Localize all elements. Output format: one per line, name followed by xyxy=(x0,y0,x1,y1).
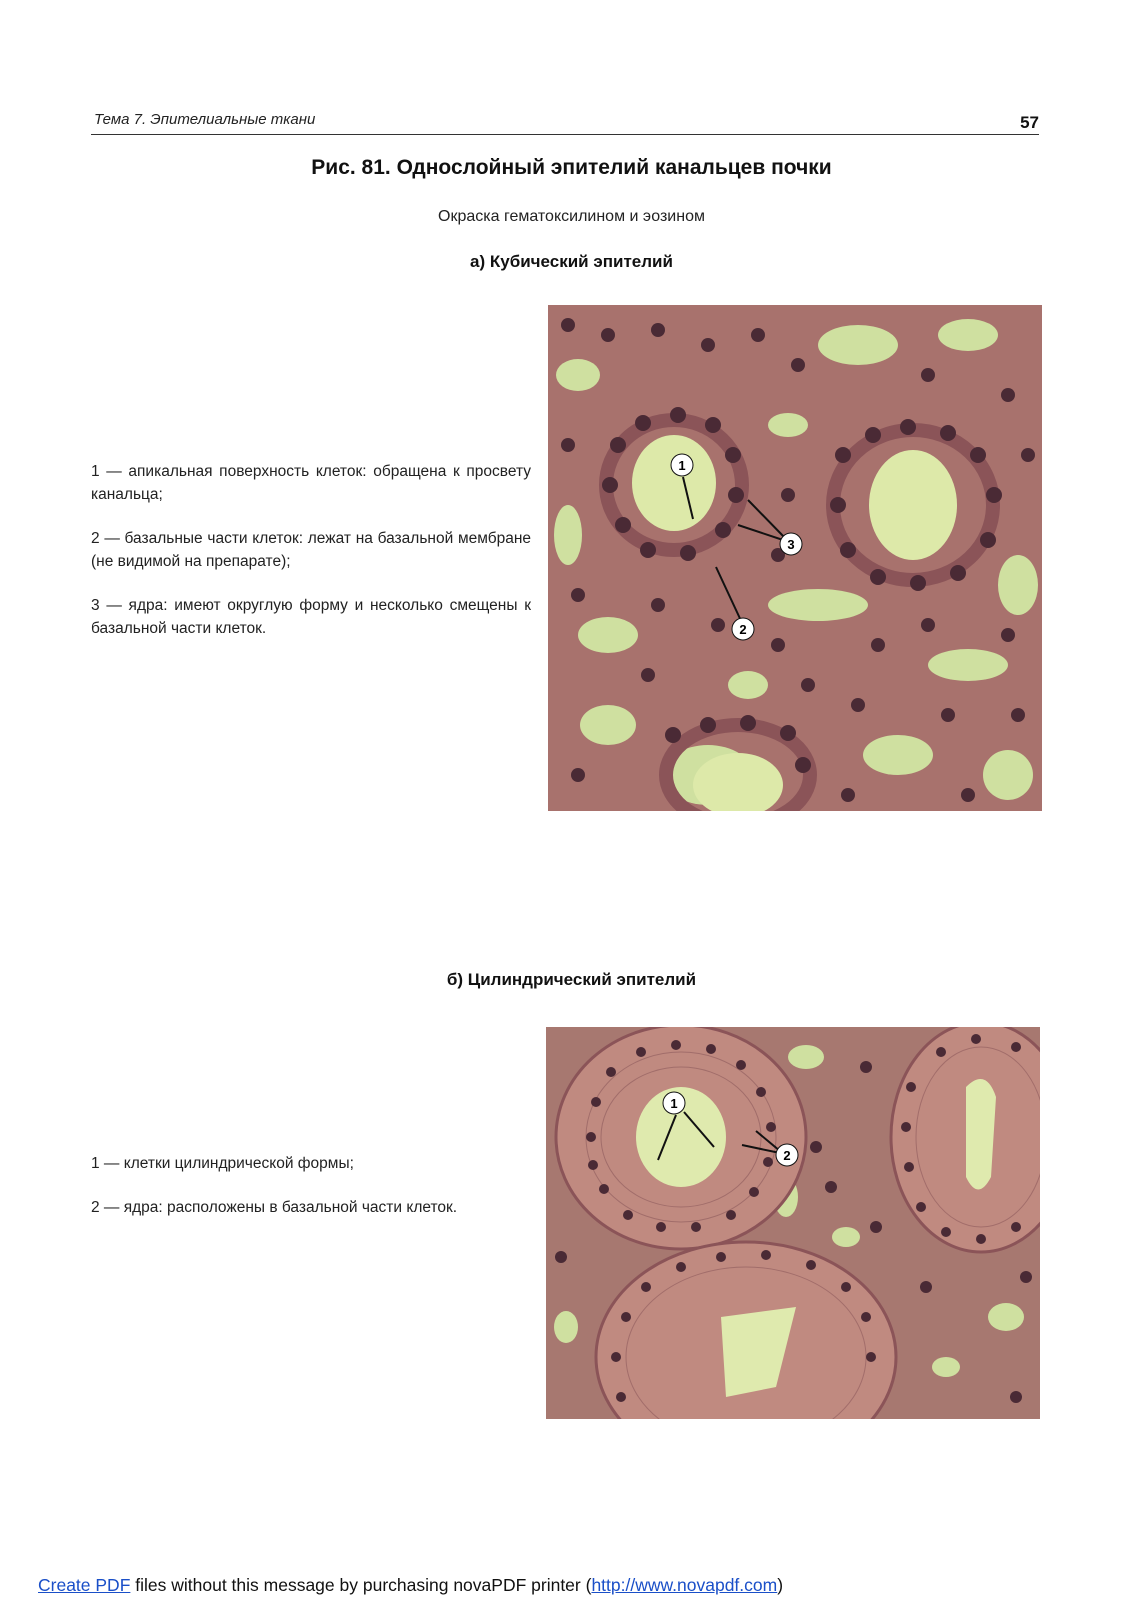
micrograph-cuboidal-image xyxy=(548,305,1042,811)
legend-a-item-1: 1 — апикальная поверхность клеток: обращена к просвету канальца; xyxy=(91,463,531,503)
marker-2-a xyxy=(732,618,754,640)
stain-caption: Окраска гематоксилином и эозином xyxy=(438,208,705,225)
novapdf-link[interactable]: http://www.novapdf.com xyxy=(591,1575,778,1595)
marker-3-label: 3 xyxy=(787,537,795,552)
section-b-title: б) Цилиндрический эпителий xyxy=(446,970,697,989)
marker-1-a xyxy=(671,454,693,476)
micrograph-cuboidal xyxy=(548,305,1042,811)
figure-title: Рис. 81. Однослойный эпителий канальцев почки xyxy=(311,156,832,179)
section-a-title: а) Кубический эпителий xyxy=(470,252,673,271)
footer-text: files without this message by purchasing novaPDF printer ( xyxy=(130,1575,592,1595)
legend-b-item-1: 1 — клетки цилиндрической формы; xyxy=(91,1155,354,1172)
marker-1-label: 1 xyxy=(678,458,686,473)
legend-a-item-3: 3 — ядра: имеют округлую форму и несколько смещены к базальной части клеток. xyxy=(91,597,531,637)
marker-1-b xyxy=(663,1092,685,1114)
create-pdf-link[interactable]: Create PDF xyxy=(38,1575,131,1595)
footer-notice xyxy=(38,1575,783,1596)
legend-a-item-2: 2 — базальные части клеток: лежат на базальной мембране (не видимой на препарате); xyxy=(91,530,531,570)
marker-3-a xyxy=(780,533,802,555)
marker-2-label: 2 xyxy=(739,622,747,637)
micrograph-columnar-image xyxy=(546,1027,1040,1419)
page-number: 57 xyxy=(1020,113,1039,132)
legend-b-item-2: 2 — ядра: расположены в базальной части клеток. xyxy=(91,1199,458,1216)
marker-2-b-label: 2 xyxy=(783,1148,791,1163)
section-a-legend xyxy=(91,460,531,661)
running-header xyxy=(91,108,1039,135)
footer-close-paren: ) xyxy=(777,1575,784,1595)
marker-2-b xyxy=(776,1144,798,1166)
marker-1-b-label: 1 xyxy=(670,1096,678,1111)
section-b-legend xyxy=(91,1152,531,1240)
running-title: Тема 7. Эпителиальные ткани xyxy=(94,111,316,128)
micrograph-columnar xyxy=(546,1027,1040,1419)
